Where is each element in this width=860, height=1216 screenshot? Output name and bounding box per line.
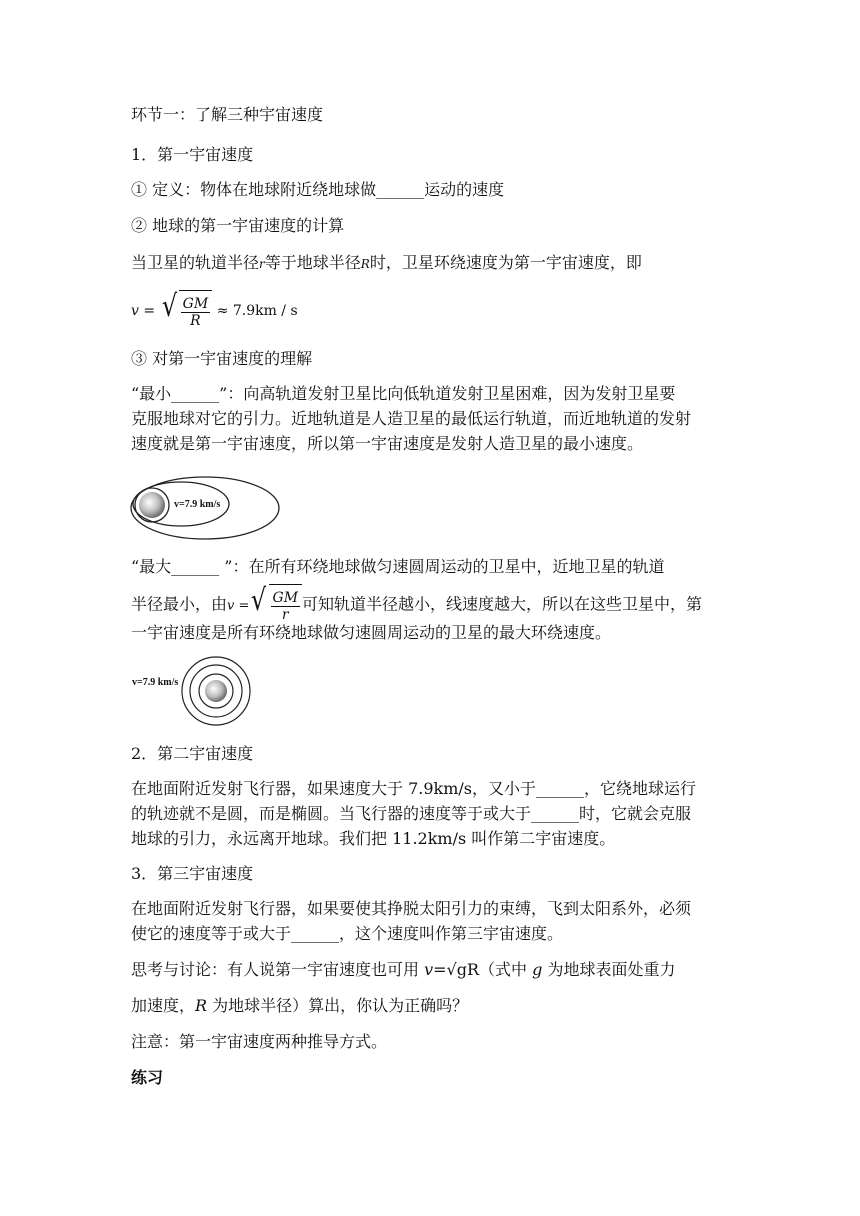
sqrt-sign: √ $\frac{GM}{r}$ [249, 584, 302, 626]
elliptical-orbits-figure [128, 474, 284, 542]
sqrt-sign: √ $\frac{GM}{R}$ [160, 290, 213, 332]
orbit-velocity-label: v=7.9 km/s [132, 677, 179, 688]
min-paragraph-line-1: “最小______”：向高轨道发射卫星比向低轨道发射卫星困难，因为发射卫星要 [131, 384, 676, 403]
min-paragraph-line-2: 克服地球对它的引力。近地轨道是人造卫星的最低运行轨道，而近地轨道的发射 [131, 409, 692, 428]
exercise-heading: 练习 [131, 1068, 164, 1087]
second-paragraph-line-1: 在地面附近发射飞行器，如果速度大于 7.9km/s，又小于______，它绕地球运行 [131, 779, 697, 798]
max-paragraph-line-3: 一宇宙速度是所有环绕地球做匀速圆周运动的卫星的最大环绕速度。 [131, 623, 612, 642]
second-paragraph-line-3: 地球的引力，永远离开地球。我们把 11.2km/s 叫作第二宇宙速度。 [131, 829, 616, 848]
definition-item: ① 定义：物体在地球附近绕地球做______运动的速度 [131, 180, 505, 199]
first-cosmic-velocity-title: 1．第一宇宙速度 [131, 145, 254, 164]
condition-line: 当卫星的轨道半径r等于地球半径R时，卫星环绕速度为第一宇宙速度，即 [131, 253, 642, 272]
discussion-line-1: 思考与讨论：有人说第一宇宙速度也可用 v=√gR（式中 g 为地球表面处重力 [131, 960, 676, 979]
understanding-item: ③ 对第一宇宙速度的理解 [131, 349, 313, 368]
first-velocity-formula: v = √ $\frac{GM}{R}$ ≈ 7.9km / s [131, 290, 298, 332]
orbit-velocity-label: v=7.9 km/s [174, 499, 221, 510]
third-cosmic-velocity-title: 3．第三宇宙速度 [131, 864, 254, 883]
circular-orbits-figure [128, 654, 254, 730]
second-paragraph-line-2: 的轨迹就不是圆，而是椭圆。当飞行器的速度等于或大于______时，它就会克服 [131, 804, 692, 823]
second-cosmic-velocity-title: 2．第二宇宙速度 [131, 744, 254, 763]
calculation-item: ② 地球的第一宇宙速度的计算 [131, 216, 345, 235]
min-paragraph-line-3: 速度就是第一宇宙速度，所以第一宇宙速度是发射人造卫星的最小速度。 [131, 434, 644, 453]
note-line: 注意：第一宇宙速度两种推导方式。 [131, 1032, 388, 1051]
discussion-line-2: 加速度，R 为地球半径）算出，你认为正确吗？ [131, 996, 469, 1015]
max-paragraph-line-2: 半径最小，由v = √ $\frac{GM}{r}$ 可知轨道半径越小，线速度越大，所以在这些卫星中，第 [131, 584, 702, 627]
section-heading: 环节一：了解三种宇宙速度 [131, 105, 324, 124]
third-paragraph-line-2: 使它的速度等于或大于______，这个速度叫作第三宇宙速度。 [131, 924, 564, 943]
third-paragraph-line-1: 在地面附近发射飞行器，如果要使其挣脱太阳引力的束缚，飞到太阳系外，必须 [131, 899, 692, 918]
max-paragraph-line-1: “最大______ ”：在所有环绕地球做匀速圆周运动的卫星中，近地卫星的轨道 [131, 557, 665, 576]
